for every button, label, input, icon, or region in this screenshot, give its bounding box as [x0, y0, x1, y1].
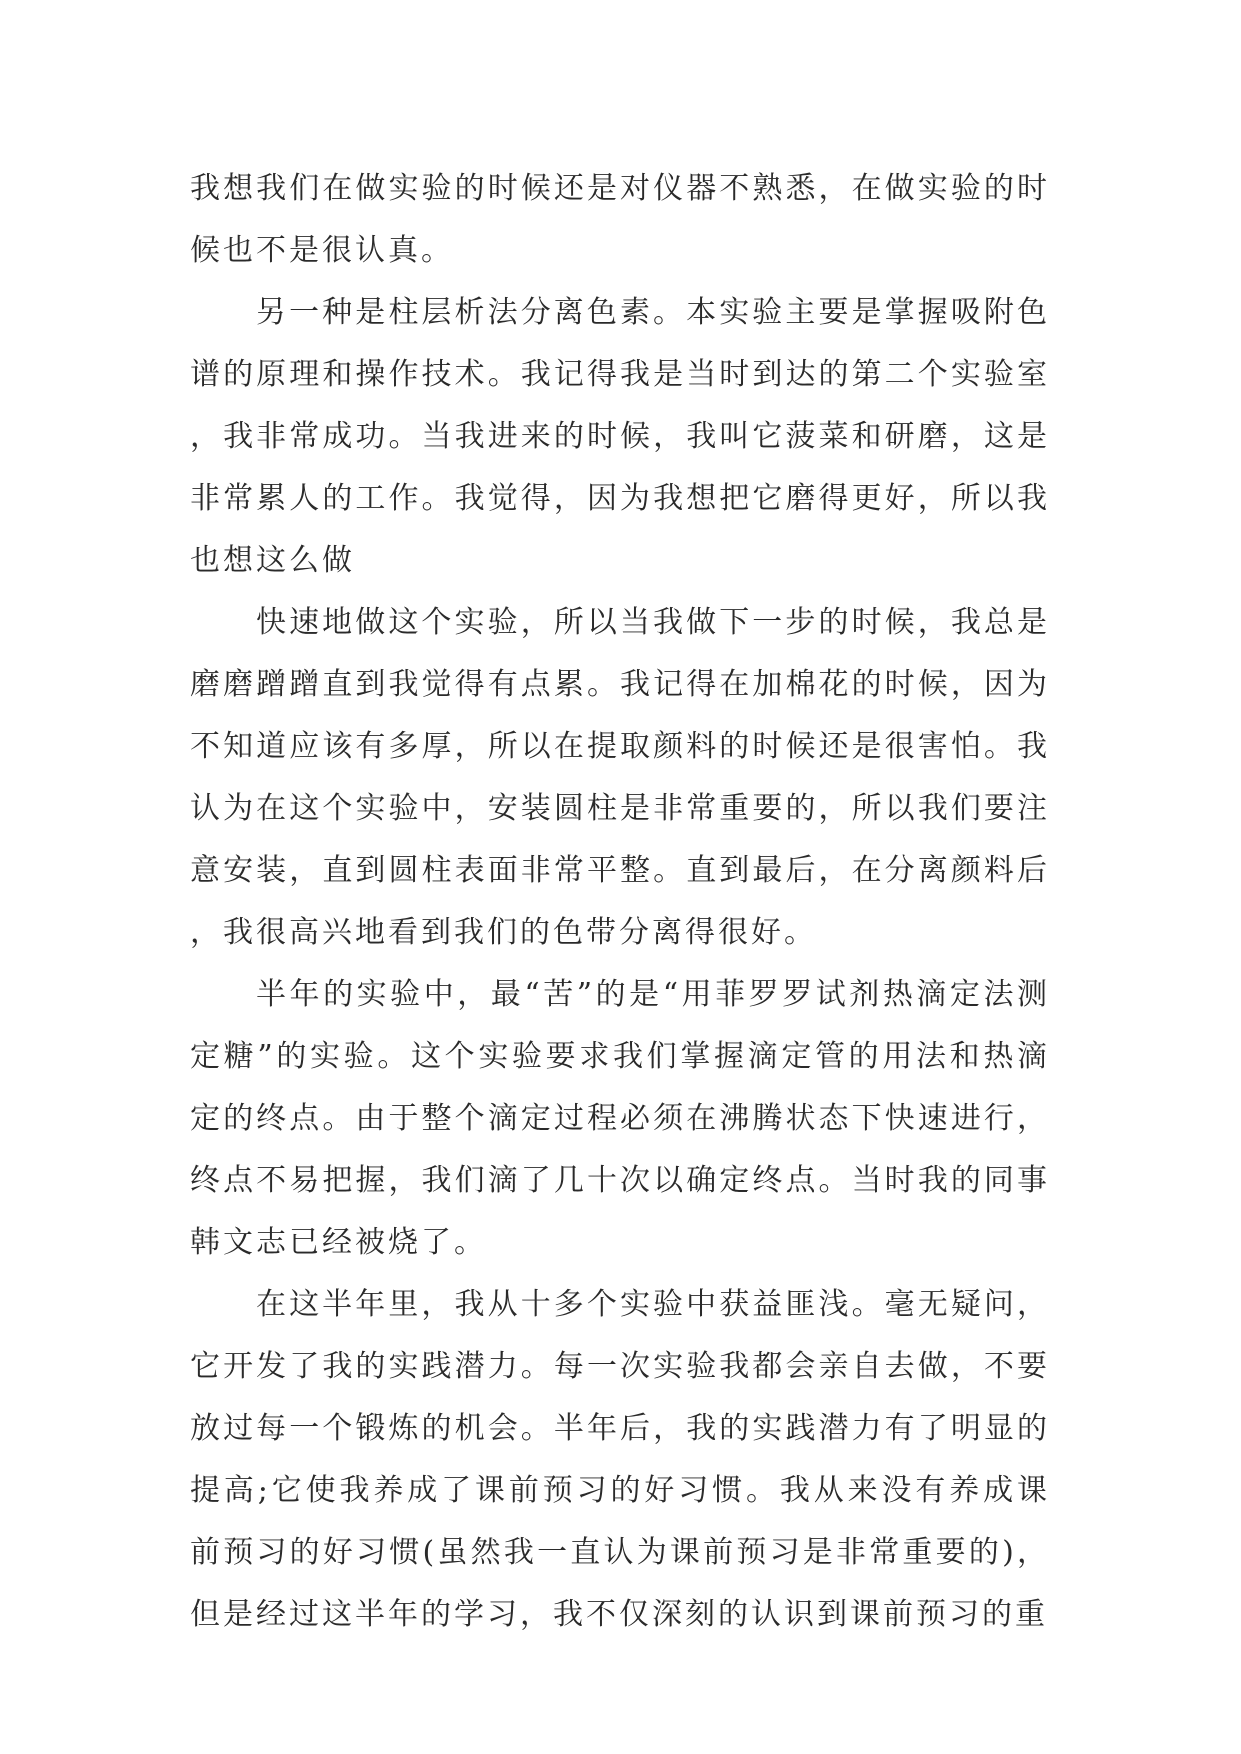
paragraph-1: 我想我们在做实验的时候还是对仪器不熟悉，在做实验的时候也不是很认真。: [190, 171, 1050, 268]
paragraph-4: 半年的实验中，最“苦”的是“用菲罗罗试剂热滴定法测定糖”的实验。这个实验要求我们掌握滴定管的用法和热滴定的终点。由于整个滴定过程必须在沸腾状态下快速进行，终点不易把握，我们滴了几十次以确定终点。当时我的同事韩文志已经被烧了。: [190, 977, 1050, 1260]
document-body: [190, 158, 1050, 1646]
paragraph-5: 在这半年里，我从十多个实验中获益匪浅。毫无疑问，它开发了我的实践潜力。每一次实验我都会亲自去做，不要放过每一个锻炼的机会。半年后，我的实践潜力有了明显的提高;它使我养成了课前预习的好习惯。我从来没有养成课前预习的好习惯(虽然我一直认为课前预习是非常重要的)，但是经过这半年的学习，我不仅深刻的认识到课前预习的重: [190, 1287, 1050, 1632]
paragraph-3: 快速地做这个实验，所以当我做下一步的时候，我总是磨磨蹭蹭直到我觉得有点累。我记得在加棉花的时候，因为不知道应该有多厚，所以在提取颜料的时候还是很害怕。我认为在这个实验中，安装圆柱是非常重要的，所以我们要注意安装，直到圆柱表面非常平整。直到最后，在分离颜料后，我很高兴地看到我们的色带分离得很好。: [190, 605, 1050, 950]
paragraph-2: 另一种是柱层析法分离色素。本实验主要是掌握吸附色谱的原理和操作技术。我记得我是当时到达的第二个实验室，我非常成功。当我进来的时候，我叫它菠菜和研磨，这是非常累人的工作。我觉得，因为我想把它磨得更好，所以我也想这么做: [190, 295, 1050, 578]
